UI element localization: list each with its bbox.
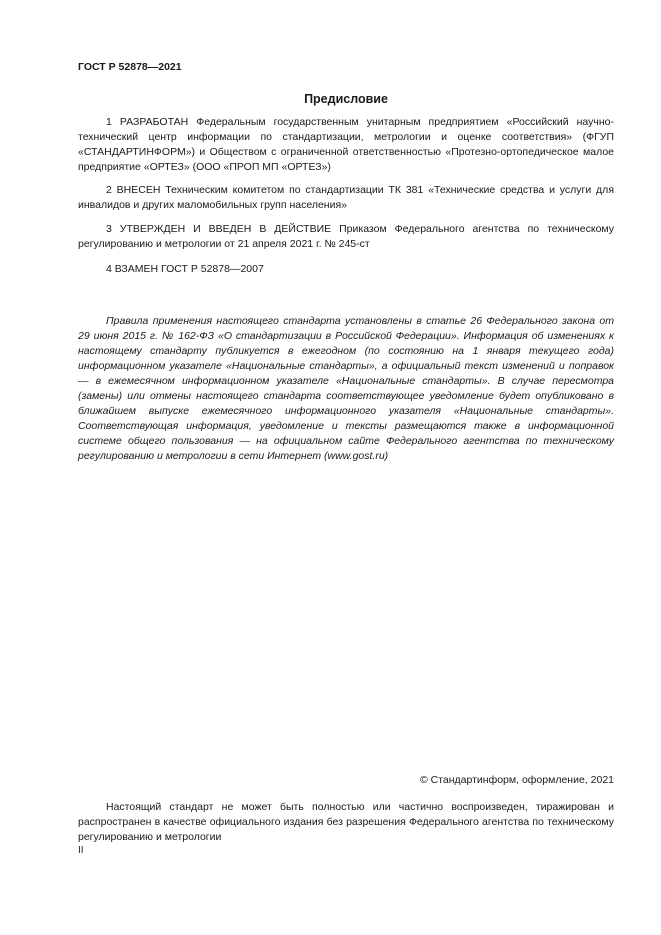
paragraph-approved: 3 УТВЕРЖДЕН И ВВЕДЕН В ДЕЙСТВИЕ Приказом Федерального агентства по техническому регулированию и метрологии от 21 апреля 2021 г. № 245-ст <box>78 223 614 250</box>
document-code: ГОСТ Р 52878—2021 <box>78 61 182 73</box>
paragraph-replaces: 4 ВЗАМЕН ГОСТ Р 52878—2007 <box>106 263 264 275</box>
copyright-notice: © Стандартинформ, оформление, 2021 <box>419 774 614 786</box>
application-rules-note: Правила применения настоящего стандарта установлены в статье 26 Федерального закона от 29 июня 2015 г. № 162-ФЗ «О стандартизации в Российской Федерации». Информация об изменениях к настоящему стандарту публикуется в ежегодном (по состоянию на 1 января текущего года) информационном указателе «Национальные стандарты», а официальный текст изменений и поправок — в ежемесячном информационном указателе «Национальные стандарты». В случае пересмотра (замены) или отмены настоящего стандарта соответствующее уведомление будет опубликовано в ближайшем выпуске ежемесячного информационного указателя «Национальные стандарты». Соответствующая информация, уведомление и тексты размещаются также в информационной системе общего пользования — на официальном сайте Федерального агентства по техническому регулированию и метрологии в сети Интернет (www.gost.ru) <box>78 315 614 462</box>
reproduction-notice: Настоящий стандарт не может быть полностью или частично воспроизведен, тиражирован и распространен в качестве официального издания без разрешения Федерального агентства по техническому регулированию и метрологии <box>78 801 614 843</box>
paragraph-introduced-by: 2 ВНЕСЕН Техническим комитетом по стандартизации ТК 381 «Технические средства и услуги для инвалидов и других маломобильных групп населения» <box>78 184 614 211</box>
page-number: II <box>78 845 84 856</box>
section-title: Предисловие <box>304 92 388 106</box>
paragraph-developed-by: 1 РАЗРАБОТАН Федеральным государственным унитарным предприятием «Российский научно-технический центр информации по стандартизации, метрологии и оценке соответствия» (ФГУП «СТАНДАРТИНФОРМ») и Обществом с ограниченной ответственностью «Протезно-ортопедическое малое предприятие «ОРТЕЗ» (ООО «ПРОП МП «ОРТЕЗ») <box>78 116 614 173</box>
